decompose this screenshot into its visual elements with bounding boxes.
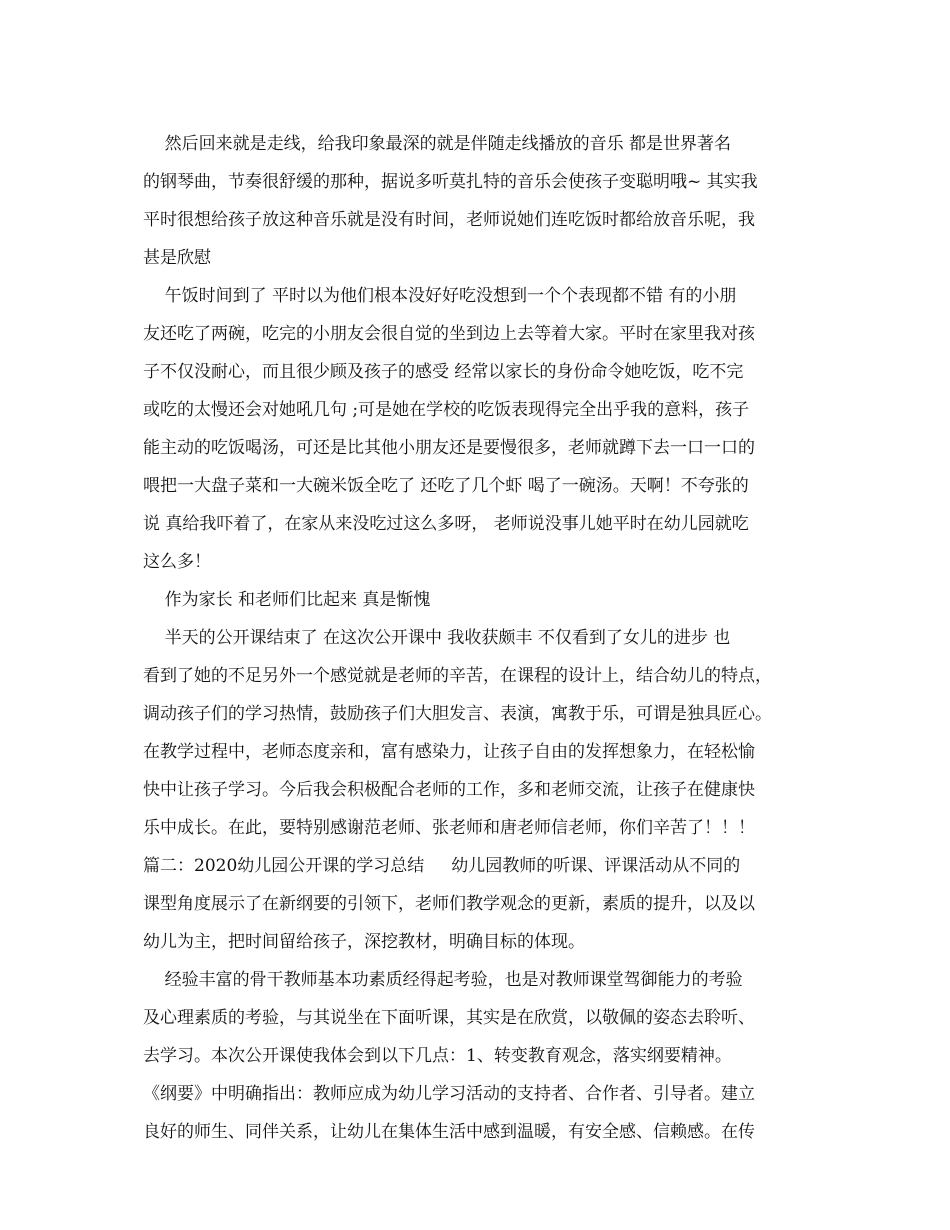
- text-line: 然后回来就是走线，给我印象最深的就是伴随走线播放的音乐 都是世界著名: [143, 134, 732, 154]
- text-line: 这么多！: [143, 552, 211, 572]
- text-line: 看到了她的不足另外一个感觉就是老师的辛苦，在课程的设计上，结合幼儿的特点，: [143, 666, 772, 686]
- text-line: 乐中成长。在此，要特别感谢范老师、张老师和唐老师信老师，你们辛苦了！！！: [143, 818, 755, 838]
- text-line: 作为家长 和老师们比起来 真是惭愧: [143, 590, 431, 610]
- section-heading-line: 篇二：2020幼儿园公开课的学习总结 幼儿园教师的听课、评课活动从不同的: [143, 856, 741, 876]
- text-line: 或吃的太慢还会对她吼几句 ;可是她在学校的吃饭表现得完全出乎我的意料，孩子: [143, 400, 750, 420]
- text-line: 午饭时间到了 平时以为他们根本没好好吃没想到一个个表现都不错 有的小朋: [143, 286, 737, 306]
- text-line: 调动孩子们的学习热情，鼓励孩子们大胆发言、表演，寓教于乐，可谓是独具匠心。: [143, 704, 772, 724]
- text-line: 幼儿为主，把时间留给孩子，深挖教材，明确目标的体现。: [143, 932, 585, 952]
- text-line: 友还吃了两碗，吃完的小朋友会很自觉的坐到边上去等着大家。平时在家里我对孩: [143, 324, 755, 344]
- text-line: 《纲要》中明确指出：教师应成为幼儿学习活动的支持者、合作者、引导者。建立: [143, 1084, 755, 1104]
- text-line: 的钢琴曲，节奏很舒缓的那种，据说多听莫扎特的音乐会使孩子变聪明哦~ 其实我: [143, 172, 758, 192]
- text-line: 经验丰富的骨干教师基本功素质经得起考验，也是对教师课堂驾御能力的考验: [143, 970, 743, 990]
- text-line: 能主动的吃饭喝汤，可还是比其他小朋友还是要慢很多，老师就蹲下去一口一口的: [143, 438, 755, 458]
- text-line: 甚是欣慰: [143, 248, 211, 268]
- text-line: 喂把一大盘子菜和一大碗米饭全吃了 还吃了几个虾 喝了一碗汤。天啊！不夸张的: [143, 476, 749, 496]
- text-line: 去学习。本次公开课使我体会到以下几点：1、转变教育观念，落实纲要精神。: [143, 1046, 732, 1066]
- text-line: 子不仅没耐心，而且很少顾及孩子的感受 经常以家长的身份命令她吃饭，吃不完: [143, 362, 744, 382]
- text-line: 在教学过程中，老师态度亲和，富有感染力，让孩子自由的发挥想象力，在轻松愉: [143, 742, 755, 762]
- text-line: 快中让孩子学习。今后我会积极配合老师的工作，多和老师交流，让孩子在健康快: [143, 780, 755, 800]
- text-line: 课型角度展示了在新纲要的引领下，老师们教学观念的更新，素质的提升，以及以: [143, 894, 755, 914]
- text-line: 说 真给我吓着了，在家从来没吃过这么多呀， 老师说没事儿她平时在幼儿园就吃: [143, 514, 749, 534]
- text-line: 平时很想给孩子放这种音乐就是没有时间，老师说她们连吃饭时都给放音乐呢，我: [143, 210, 755, 230]
- text-line: 良好的师生、同伴关系，让幼儿在集体生活中感到温暖，有安全感、信赖感。在传: [143, 1122, 755, 1142]
- text-line: 半天的公开课结束了 在这次公开课中 我收获颇丰 不仅看到了女儿的进步 也: [143, 628, 731, 648]
- text-line: 及心理素质的考验，与其说坐在下面听课，其实是在欣赏，以敬佩的姿态去聆听、: [143, 1008, 755, 1028]
